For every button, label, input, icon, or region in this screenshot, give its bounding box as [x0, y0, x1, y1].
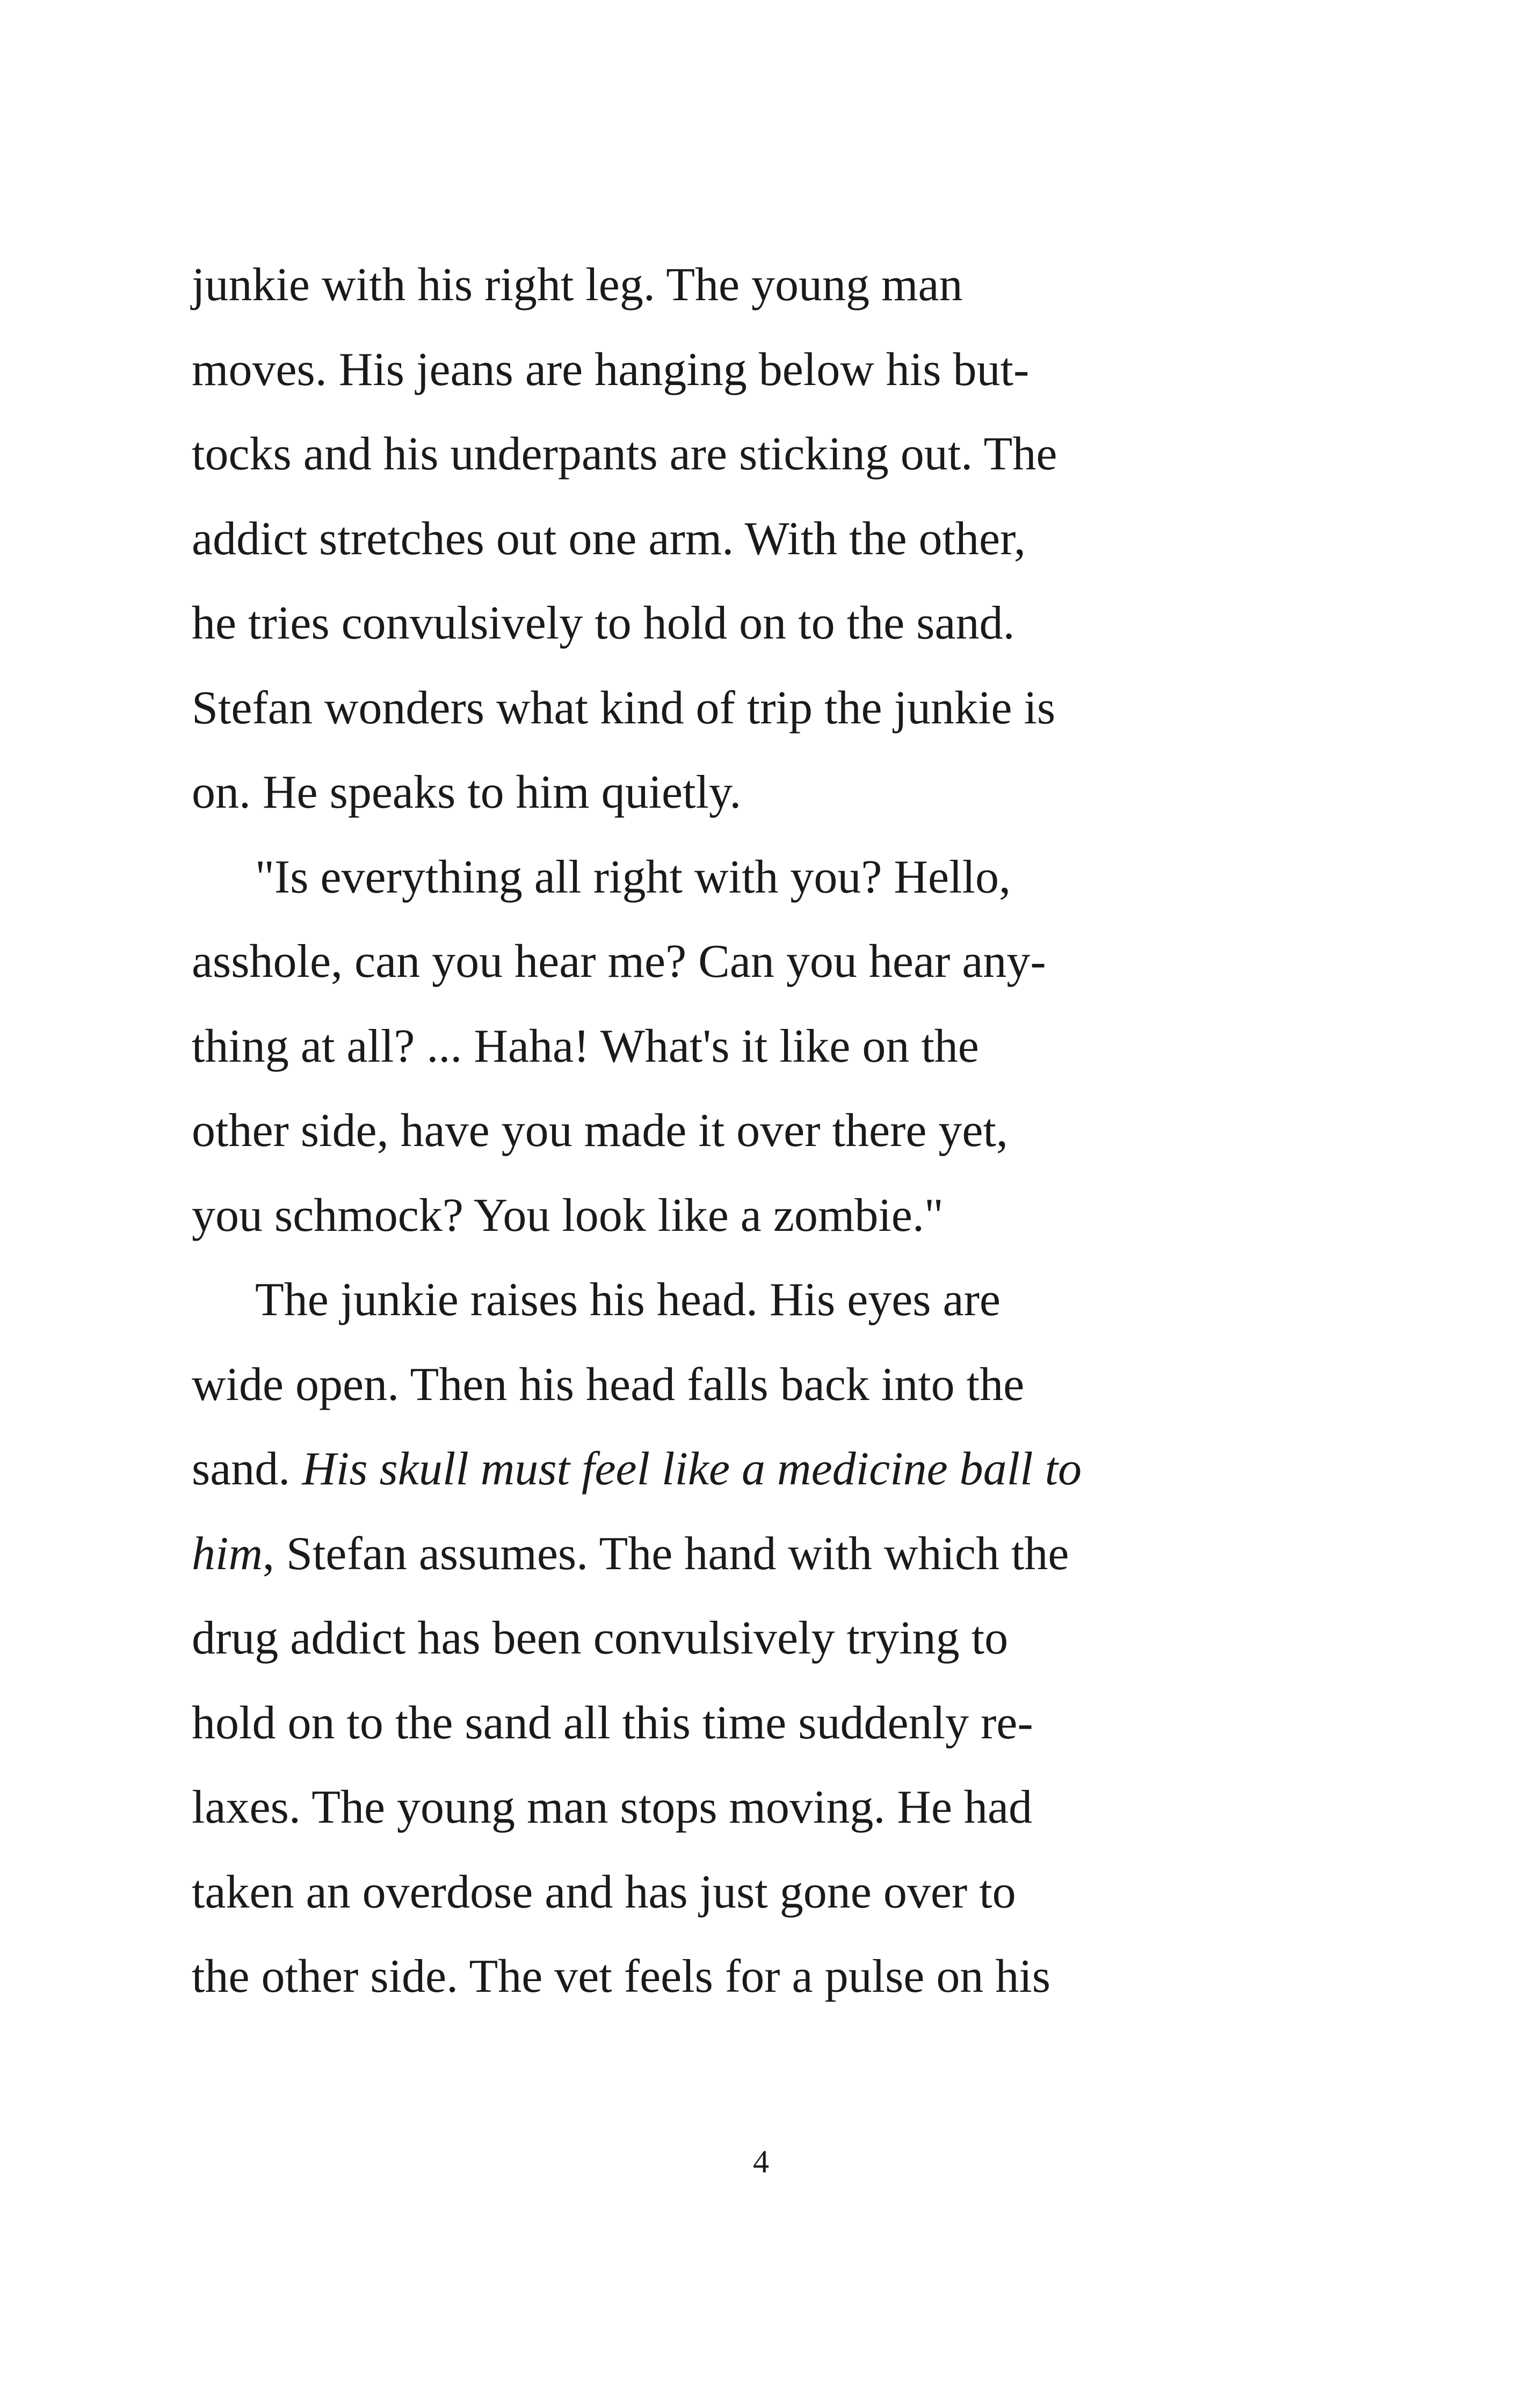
text-line: the other side. The vet feels for a pulse on his	[192, 1950, 1051, 2003]
text-line: tocks and his underpants are sticking out. The	[192, 428, 1057, 480]
text-line	[192, 1427, 1271, 1512]
text-line: hold on to the sand all this time suddenly re-	[192, 1696, 1033, 1749]
page-number: 4	[753, 2144, 769, 2179]
text-line: wide open. Then his head falls back into the	[192, 1358, 1025, 1411]
text-run: , Stefan assumes. The hand with which the	[263, 1527, 1069, 1580]
text-line: other side, have you made it over there yet,	[192, 1105, 1008, 1157]
italic-text-run: His skull must feel like a medicine ball to	[302, 1443, 1082, 1495]
text-line: drug addict has been convulsively trying to	[192, 1612, 1009, 1664]
text-line: thing at all? ... Haha! What's it like on the	[192, 1020, 979, 1072]
text-line: he tries convulsively to hold on to the sand.	[192, 597, 1015, 649]
text-line	[192, 1512, 1271, 1597]
text-line: asshole, can you hear me? Can you hear any-	[192, 935, 1046, 988]
text-line: laxes. The young man stops moving. He had	[192, 1781, 1033, 1833]
text-line: on. He speaks to him quietly.	[192, 766, 742, 818]
text-line: you schmock? You look like a zombie."	[192, 1189, 944, 1242]
text-line: taken an overdose and has just gone over to	[192, 1866, 1016, 1918]
text-run: sand.	[192, 1443, 302, 1495]
text-line: moves. His jeans are hanging below his but-	[192, 343, 1030, 396]
italic-text-run: him	[192, 1527, 263, 1580]
text-line: Stefan wonders what kind of trip the junkie is	[192, 681, 1056, 734]
body-text	[192, 243, 1271, 2019]
text-line: junkie with his right leg. The young man	[192, 259, 963, 311]
text-line: The junkie raises his head. His eyes are	[255, 1274, 1001, 1326]
text-line: addict stretches out one arm. With the other,	[192, 512, 1026, 565]
text-line: "Is everything all right with you? Hello,	[255, 851, 1011, 903]
